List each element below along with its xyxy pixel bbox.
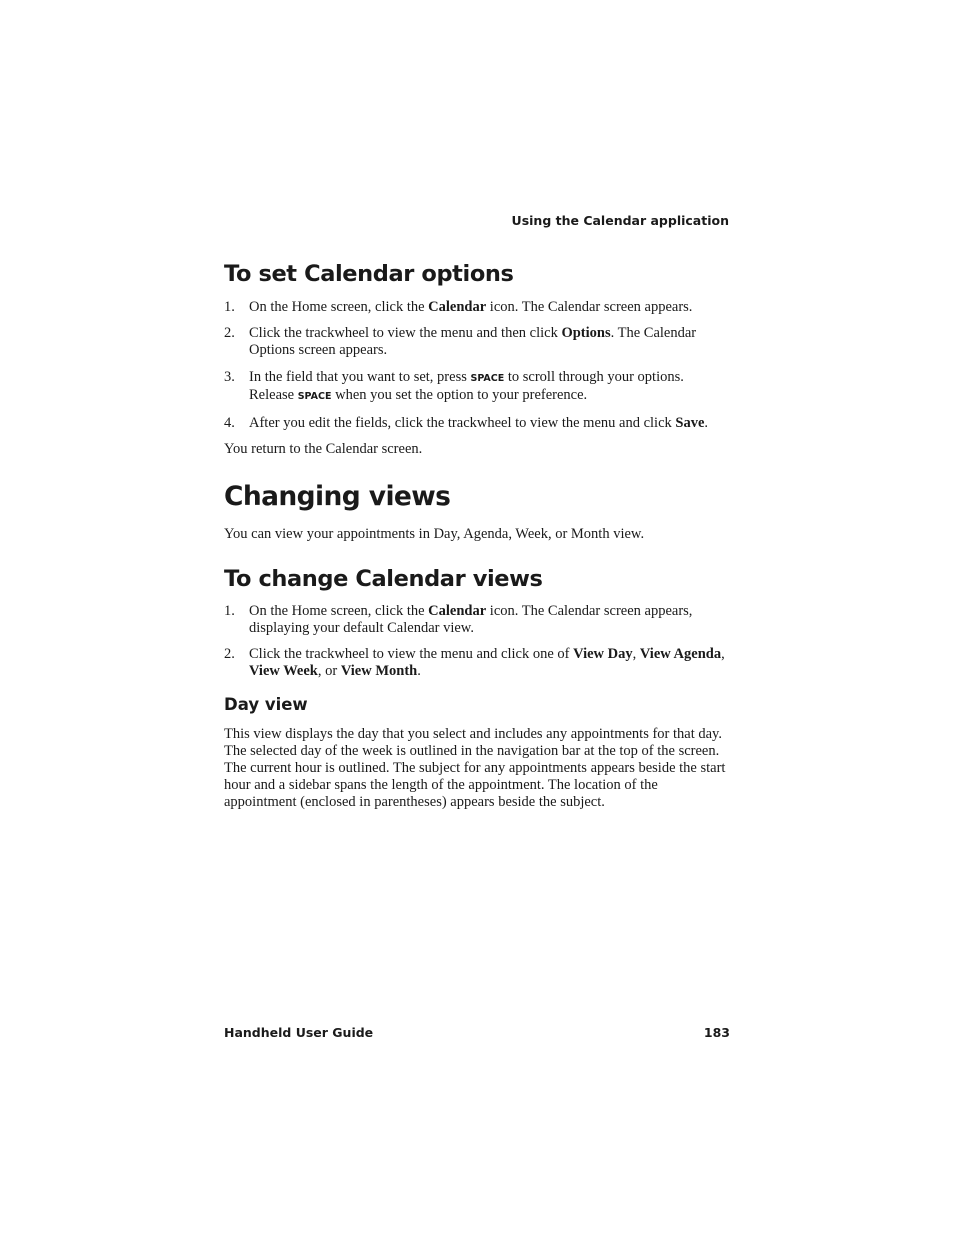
running-header: Using the Calendar application [511, 213, 729, 228]
step-text: , [721, 646, 725, 662]
step-text: , [632, 646, 640, 662]
heading-changing-views: Changing views [224, 481, 451, 512]
options-steps-list [224, 299, 730, 432]
list-item [224, 369, 730, 405]
step-text: Click the trackwheel to view the menu and click one of [249, 646, 574, 662]
list-item [224, 299, 730, 316]
step-text: On the Home screen, click the [249, 603, 429, 619]
key-space: SPACE [297, 391, 332, 402]
step-bold-term: View Day [573, 646, 633, 662]
list-item [224, 603, 730, 637]
list-item [224, 415, 730, 432]
page-footer [224, 1025, 730, 1040]
list-item [224, 646, 730, 680]
list-item [224, 325, 730, 359]
heading-day-view: Day view [224, 695, 308, 714]
step-text: On the Home screen, click the [249, 299, 429, 315]
step-bold-term: View Month [340, 663, 418, 679]
heading-change-calendar-views: To change Calendar views [224, 566, 543, 592]
footer-title: Handheld User Guide [224, 1025, 374, 1040]
step-number: 3. [224, 369, 235, 385]
step-bold-term: View Agenda [639, 646, 722, 662]
step-bold-term: Calendar [428, 299, 487, 315]
step-number: 4. [224, 415, 235, 431]
step-number: 1. [224, 299, 235, 315]
step-bold-term: Calendar [428, 603, 487, 619]
page-number: 183 [703, 1025, 730, 1040]
key-space: SPACE [470, 373, 505, 384]
step-text: Click the trackwheel to view the menu and then click [249, 325, 562, 341]
step-text: icon. The Calendar screen appears. [486, 299, 693, 315]
step-text: In the field that you want to set, press [249, 369, 471, 385]
heading-set-calendar-options: To set Calendar options [224, 261, 514, 287]
step-number: 1. [224, 603, 235, 619]
step-text: when you set the option to your preference. [331, 387, 588, 403]
step-number: 2. [224, 646, 235, 662]
step-text: After you edit the fields, click the trackwheel to view the menu and click [249, 415, 676, 431]
step-text: icon. The Calendar screen appears, displaying your default Calendar view. [249, 603, 693, 636]
step-number: 2. [224, 325, 235, 341]
step-text: . [704, 415, 709, 431]
step-text: . The Calendar Options screen appears. [249, 325, 697, 358]
step-text: . [417, 663, 421, 679]
views-intro-text: You can view your appointments in Day, Agenda, Week, or Month view. [224, 526, 645, 542]
step-bold-term: Save [675, 415, 705, 431]
change-views-steps-list [224, 603, 730, 680]
options-result-text: You return to the Calendar screen. [224, 441, 423, 457]
day-view-body-text: This view displays the day that you select and includes any appointments for that day. The selected day of the week is outlined in the navigation bar at the top of the screen. The current hour is outlined. The subject for any appointments appears beside the start hour and a sidebar spans the length of the appointment. The location of the appointment (enclosed in parentheses) appears beside the subject. [224, 726, 726, 810]
step-text: , or [317, 663, 341, 679]
step-bold-term: View Week [249, 663, 318, 679]
page-content [224, 258, 730, 811]
step-text: to scroll through your options. Release [249, 369, 684, 403]
step-bold-term: Options [561, 325, 611, 341]
